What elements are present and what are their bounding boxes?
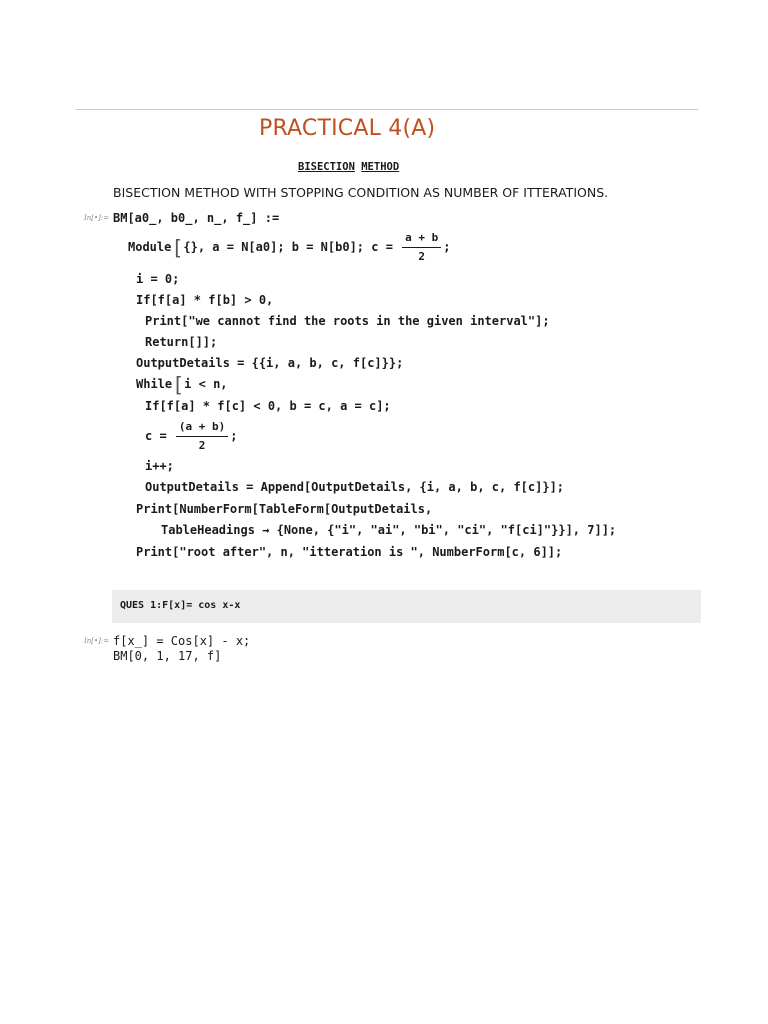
code-line: OutputDetails = {{i, a, b, c, f[c]}}; xyxy=(136,356,404,370)
question-text-cell[interactable] xyxy=(112,590,701,623)
code-line: f[x_] = Cos[x] - x; xyxy=(113,634,251,648)
code-line: BM[0, 1, 17, f] xyxy=(113,649,222,663)
input-label-2: In[•]:= xyxy=(84,637,110,645)
subtitle-word-2: METHOD xyxy=(361,161,400,173)
code-line: BM[a0_, b0_, n_, f_] := xyxy=(113,211,280,225)
code-line: If[f[a] * f[b] > 0, xyxy=(136,293,274,307)
fraction-1 xyxy=(402,231,441,264)
code-token: While xyxy=(136,377,173,391)
description-text: BISECTION METHOD WITH STOPPING CONDITION AS NUMBER OF ITTERATIONS. xyxy=(113,185,609,200)
input-label-1: In[•]:= xyxy=(84,214,110,222)
fraction-denominator: 2 xyxy=(198,439,206,452)
code-line: TableHeadings → {None, {"i", "ai", "bi", "ci", "f[ci]"}}], 7]]; xyxy=(161,523,617,537)
fraction-numerator: a + b xyxy=(402,231,441,248)
code-line xyxy=(136,372,228,397)
code-token: Module xyxy=(128,240,172,254)
question-text: QUES 1:F[x]= cos x-x xyxy=(120,600,241,611)
top-rule xyxy=(76,109,698,110)
code-line: Print[NumberForm[TableForm[OutputDetails, xyxy=(136,502,433,516)
code-line: c = $\frac{(a + b)}{2}$ ; xyxy=(145,420,238,452)
code-line: Print["we cannot find the roots in the given interval"]; xyxy=(145,314,550,328)
code-line: If[f[a] * f[c] < 0, b = c, a = c]; xyxy=(145,399,391,413)
fraction-2 xyxy=(176,420,228,453)
code-token: c = xyxy=(145,429,167,443)
subtitle xyxy=(298,161,399,173)
code-line: Return[]]; xyxy=(145,335,218,349)
code-line: Module[{}, a = N[a0]; b = N[b0]; c = $\frac{a + b}{2}$ ; xyxy=(128,231,451,263)
bracket-icon: [ xyxy=(172,372,185,397)
fraction-denominator: 2 xyxy=(418,250,426,263)
code-line: Print["root after", n, "itteration is ", NumberForm[c, 6]]; xyxy=(136,545,563,559)
page-title: PRACTICAL 4(A) xyxy=(259,116,436,141)
code-token: i < n, xyxy=(184,377,228,391)
fraction-numerator: (a + b) xyxy=(176,420,228,437)
subtitle-word-1: BISECTION xyxy=(298,161,355,173)
bracket-icon: [ xyxy=(171,235,184,260)
code-line: i = 0; xyxy=(136,272,180,286)
code-line: i++; xyxy=(145,459,174,473)
code-token: {}, a = N[a0]; b = N[b0]; c = xyxy=(183,240,393,254)
code-line: OutputDetails = Append[OutputDetails, {i, a, b, c, f[c]}]; xyxy=(145,480,565,494)
